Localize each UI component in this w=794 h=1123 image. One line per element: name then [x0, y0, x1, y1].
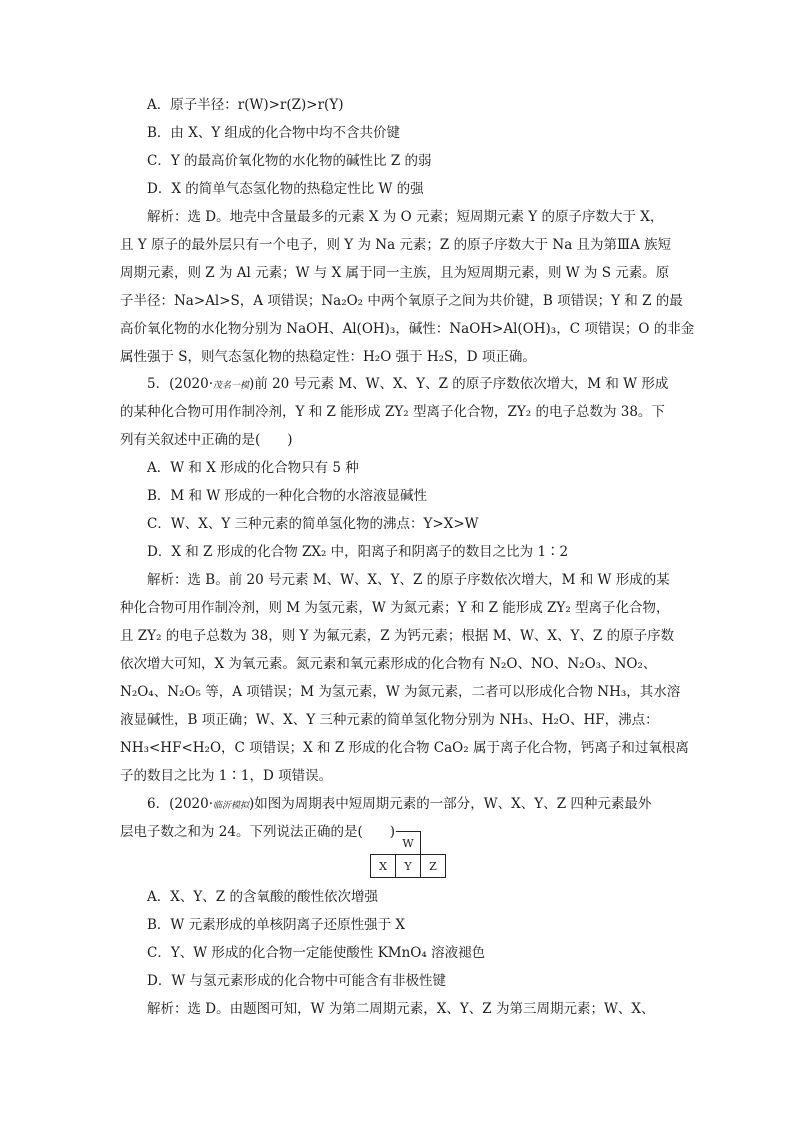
q5-option-c: C．W、X、Y 三种元素的简单氢化物的沸点：Y>X>W: [147, 516, 479, 532]
q6-stem-text: )如图为周期表中短周期元素的一部分，W、X、Y、Z 四种元素最外: [249, 796, 652, 812]
q5-option-a: A．W 和 X 形成的化合物只有 5 种: [147, 460, 359, 476]
q6-number: 6．(2020·: [147, 796, 214, 812]
q4-analysis-line: 高价氧化物的水化物分别为 NaOH、Al(OH)₃，碱性：NaOH>Al(OH)₃，C 项错误；O 的非金: [120, 321, 695, 337]
table-cell-w: W: [396, 832, 421, 855]
q5-stem-line: [147, 374, 668, 396]
q6-analysis-line: 解析：选 D。由题图可知，W 为第二周期元素，X、Y、Z 为第三周期元素；W、X、: [147, 1001, 655, 1017]
table-cell-empty: [421, 832, 446, 855]
q6-stem-line: 层电子数之和为 24。下列说法正确的是( ): [120, 824, 396, 840]
q5-analysis-line: 液显碱性，B 项正确；W、X、Y 三种元素的简单氢化物分别为 NH₃、H₂O、HF，沸点：: [120, 712, 659, 728]
q6-option-a: A．X、Y、Z 的含氧酸的酸性依次增强: [147, 889, 378, 905]
q5-stem-line: 的某种化合物可用作制冷剂，Y 和 Z 能形成 ZY₂ 型离子化合物，ZY₂ 的电子总数为 38。下: [120, 404, 665, 420]
q6-option-d: D．W 与氢元素形成的化合物中可能含有非极性键: [147, 973, 446, 989]
q4-analysis-line: 解析：选 D。地壳中含量最多的元素 X 为 O 元素；短周期元素 Y 的原子序数大于 X，: [147, 209, 664, 225]
q5-source: 茂名一模: [213, 381, 250, 391]
q6-option-b: B．W 元素形成的单核阴离子还原性强于 X: [147, 917, 405, 933]
q6-source: 临沂模拟: [213, 801, 250, 811]
q5-analysis-line: N₂O₄、N₂O₅ 等，A 项错误；M 为氢元素，W 为氮元素，二者可以形成化合物 NH₃，其水溶: [120, 684, 681, 700]
table-cell-z: Z: [421, 855, 446, 878]
q5-number: 5．(2020·: [147, 376, 214, 392]
q5-option-b: B．M 和 W 形成的一种化合物的水溶液显碱性: [147, 488, 427, 504]
table-cell-x: X: [371, 855, 396, 878]
q4-option-b: B．由 X、Y 组成的化合物中均不含共价键: [147, 125, 401, 141]
q6-option-c: C．Y、W 形成的化合物一定能使酸性 KMnO₄ 溶液褪色: [147, 945, 486, 961]
q5-analysis-line: 依次增大可知，X 为氧元素。氮元素和氧元素形成的化合物有 N₂O、NO、N₂O₃、NO₂、: [120, 656, 657, 672]
q5-analysis-line: 解析：选 B。前 20 号元素 M、W、X、Y、Z 的原子序数依次增大，M 和 W 形成的某: [147, 572, 670, 588]
q5-stem-text: )前 20 号元素 M、W、X、Y、Z 的原子序数依次增大，M 和 W 形成: [249, 376, 669, 392]
q4-analysis-line: 子半径：Na>Al>S，A 项错误；Na₂O₂ 中两个氧原子之间为共价键，B 项错误；Y 和 Z 的最: [120, 293, 683, 309]
table-cell-empty: [371, 832, 396, 855]
q5-analysis-line: NH₃<HF<H₂O，C 项错误；X 和 Z 形成的化合物 CaO₂ 属于离子化合物，钙离子和过氧根离: [120, 740, 689, 756]
q4-analysis-line: 属性强于 S，则气态氢化物的热稳定性：H₂O 强于 H₂S，D 项正确。: [120, 349, 536, 365]
q6-stem-line: [147, 794, 651, 816]
q5-analysis-line: 且 ZY₂ 的电子总数为 38，则 Y 为氟元素，Z 为钙元素；根据 M、W、X、Y、Z 的原子序数: [120, 628, 675, 644]
q4-analysis-line: 周期元素，则 Z 为 Al 元素；W 与 X 属于同一主族，且为短周期元素，则 W 为 S 元素。原: [120, 265, 670, 281]
q4-option-a: A．原子半径：r(W)>r(Z)>r(Y): [147, 97, 344, 113]
q4-option-d: D．X 的简单气态氢化物的热稳定性比 W 的强: [147, 181, 424, 197]
table-cell-y: Y: [396, 855, 421, 878]
q5-analysis-line: 子的数目之比为 1∶1，D 项错误。: [120, 768, 333, 784]
q5-stem-line: 列有关叙述中正确的是( ): [120, 432, 293, 448]
q5-analysis-line: 种化合物可用作制冷剂，则 M 为氢元素，W 为氮元素；Y 和 Z 能形成 ZY₂ 型离子化合物，: [120, 600, 670, 616]
q4-analysis-line: 且 Y 原子的最外层只有一个电子，则 Y 为 Na 元素；Z 的原子序数大于 Na 且为第ⅢA 族短: [120, 237, 672, 253]
q4-option-c: C．Y 的最高价氧化物的水化物的碱性比 Z 的弱: [147, 153, 432, 169]
periodic-table-fragment: [370, 831, 446, 878]
q5-option-d: D．X 和 Z 形成的化合物 ZX₂ 中，阳离子和阴离子的数目之比为 1∶2: [147, 544, 569, 560]
